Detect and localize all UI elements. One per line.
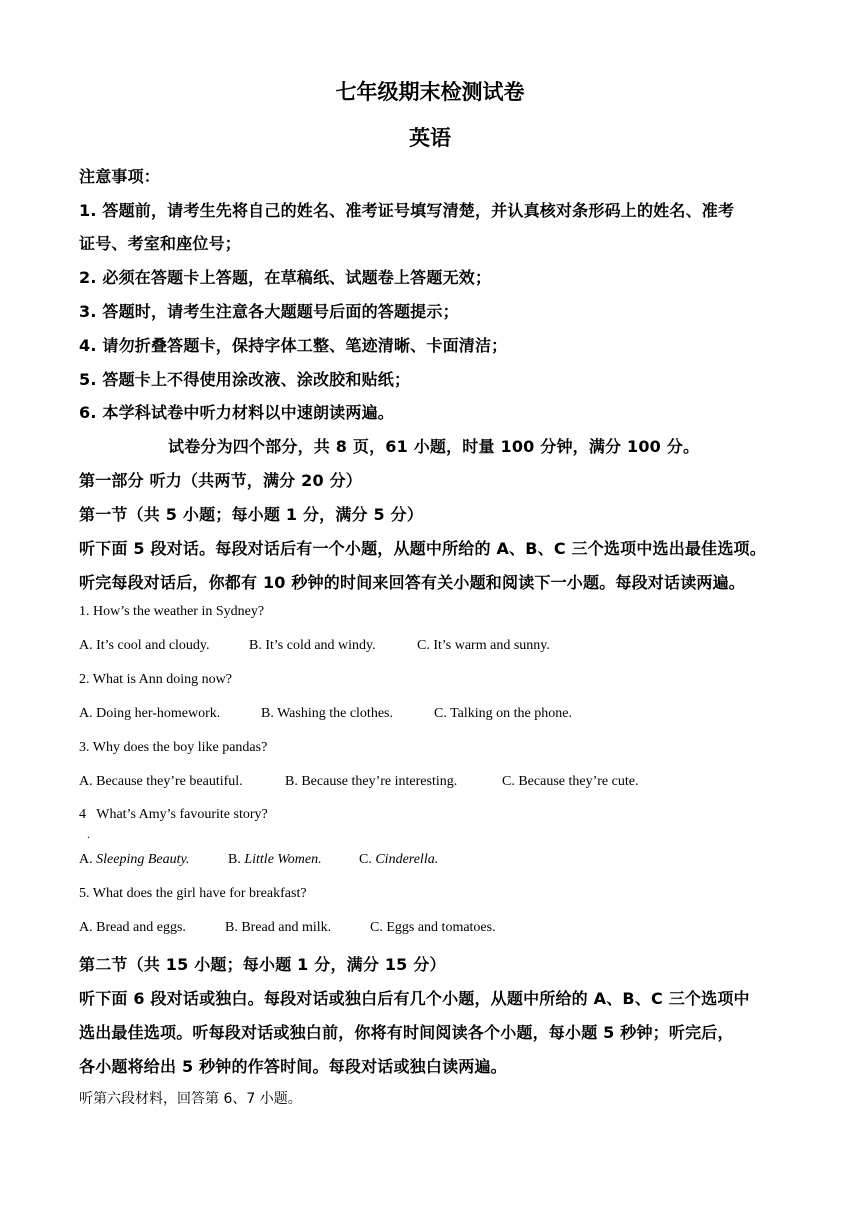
section2-instruction: 听下面 6 段对话或独白。每段对话或独白后有几个小题，从题中所给的 A、B、C 三个选项中: [79, 989, 750, 1008]
option-c: C. It’s warm and sunny.: [417, 638, 550, 653]
option-b: B. Washing the clothes.: [261, 706, 393, 721]
material-note: 听第六段材料，回答第 6、7 小题。: [79, 1091, 302, 1107]
section1-instruction: 听下面 5 段对话。每段对话后有一个小题，从题中所给的 A、B、C 三个选项中选出最佳选项。: [79, 539, 766, 558]
option-c: C. Eggs and tomatoes.: [370, 920, 496, 935]
option-a: A. It’s cool and cloudy.: [79, 638, 210, 653]
option-c: C. Talking on the phone.: [434, 706, 572, 721]
option-a: A. Sleeping Beauty.: [79, 852, 190, 867]
section2-instruction: 选出最佳选项。听每段对话或独白前，你将有时间阅读各个小题，每小题 5 秒钟；听完后，: [79, 1023, 734, 1042]
question-4: 4 What’s Amy’s favourite story?: [79, 807, 268, 822]
note-item: 5. 答题卡上不得使用涂改液、涂改胶和贴纸；: [79, 370, 411, 389]
section2-heading: 第二节（共 15 小题；每小题 1 分，满分 15 分）: [79, 955, 446, 974]
option-b: B. It’s cold and windy.: [249, 638, 376, 653]
option-a: A. Doing her-homework.: [79, 706, 221, 721]
stray-period-mark: .: [87, 827, 90, 841]
note-item: 4. 请勿折叠答题卡，保持字体工整、笔迹清晰、卡面清洁；: [79, 336, 508, 355]
option-a: A. Because they’re beautiful.: [79, 774, 243, 789]
option-b: B. Little Women.: [228, 852, 322, 867]
exam-title: 七年级期末检测试卷: [335, 80, 525, 104]
option-b: B. Because they’re interesting.: [285, 774, 458, 789]
note-item: 2. 必须在答题卡上答题，在草稿纸、试题卷上答题无效；: [79, 268, 492, 287]
option-c: C. Because they’re cute.: [502, 774, 639, 789]
note-item: 证号、考室和座位号；: [79, 234, 242, 253]
question-1: 1. How’s the weather in Sydney?: [79, 604, 265, 619]
note-item: 6. 本学科试卷中听力材料以中速朗读两遍。: [79, 403, 394, 422]
question-5: 5. What does the girl have for breakfast?: [79, 886, 307, 901]
option-c: C. Cinderella.: [359, 852, 439, 867]
exam-summary: 试卷分为四个部分，共 8 页，61 小题，时量 100 分钟，满分 100 分。: [168, 437, 700, 456]
notes-heading: 注意事项：: [79, 167, 161, 186]
option-a: A. Bread and eggs.: [79, 920, 186, 935]
section1-heading: 第一节（共 5 小题；每小题 1 分，满分 5 分）: [79, 505, 424, 524]
subject-title: 英语: [409, 126, 451, 150]
section1-instruction: 听完每段对话后，你都有 10 秒钟的时间来回答有关小题和阅读下一小题。每段对话读两遍。: [79, 573, 746, 592]
part1-heading: 第一部分 听力（共两节，满分 20 分）: [79, 471, 362, 490]
question-2: 2. What is Ann doing now?: [79, 672, 232, 687]
option-b: B. Bread and milk.: [225, 920, 332, 935]
section2-instruction: 各小题将给出 5 秒钟的作答时间。每段对话或独白读两遍。: [79, 1057, 507, 1076]
note-item: 1. 答题前，请考生先将自己的姓名、准考证号填写清楚，并认真核对条形码上的姓名、准考: [79, 201, 735, 220]
question-3: 3. Why does the boy like pandas?: [79, 740, 268, 755]
note-item: 3. 答题时，请考生注意各大题题号后面的答题提示；: [79, 302, 459, 321]
